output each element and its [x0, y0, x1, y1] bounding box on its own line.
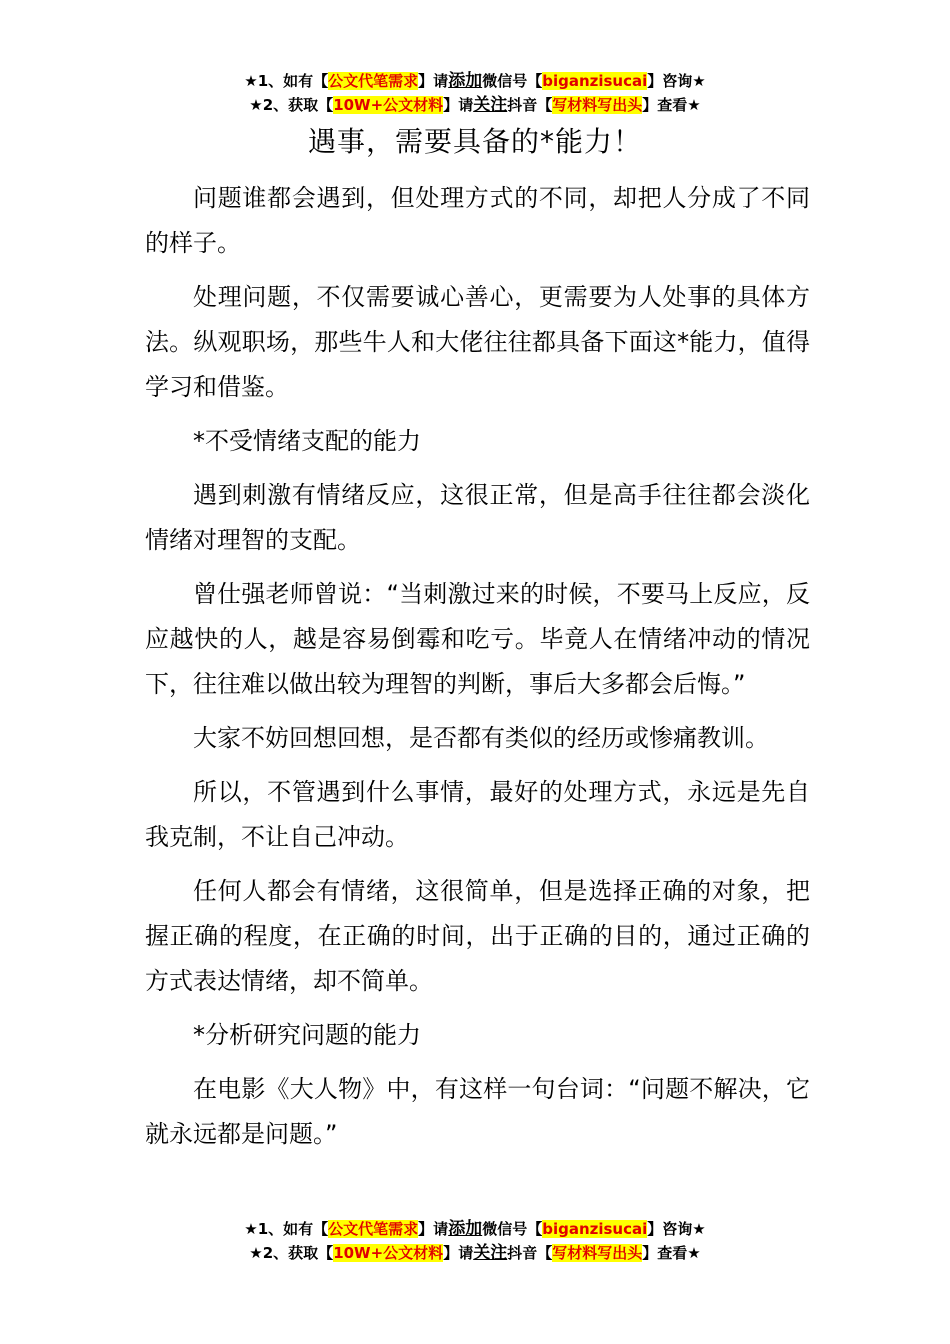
paragraph: 处理问题，不仅需要诚心善心，更需要为人处事的具体方法。纵观职场，那些牛人和大佬往往都具备下面这*能力，值得学习和借鉴。 — [145, 283, 810, 401]
paragraph: 大家不妨回想回想，是否都有类似的经历或惨痛教训。 — [193, 724, 769, 752]
paragraph: 问题谁都会遇到，但处理方式的不同，却把人分成了不同的样子。 — [145, 184, 810, 257]
banner-line-1: ★1、如有【公文代笔需求】请添加微信号【biganzisucai】咨询★ — [244, 1219, 706, 1239]
highlight-materials: 10W+公文材料 — [333, 96, 444, 114]
highlight-wechat-id: biganzisucai — [542, 72, 648, 90]
banner-line-2: ★2、获取【10W+公文材料】请关注抖音【写材料写出头】查看★ — [249, 1243, 701, 1263]
paragraph: 曾仕强老师曾说：“当刺激过来的时候，不要马上反应，反应越快的人，越是容易倒霉和吃亏。毕竟人在情绪冲动的情况下，往往难以做出较为理智的判断，事后大多都会后悔。” — [145, 580, 810, 698]
paragraph: 遇到刺激有情绪反应，这很正常，但是高手往往都会淡化情绪对理智的支配。 — [145, 481, 810, 554]
banner-line-1: ★1、如有【公文代笔需求】请添加微信号【biganzisucai】咨询★ — [244, 71, 706, 91]
paragraph: 所以，不管遇到什么事情，最好的处理方式，永远是先自我克制，不让自己冲动。 — [145, 778, 810, 851]
document-body — [145, 176, 810, 1166]
highlight-service: 公文代笔需求 — [328, 1220, 419, 1238]
section-heading: *不受情绪支配的能力 — [193, 427, 421, 455]
highlight-wechat-id: biganzisucai — [542, 1220, 648, 1238]
highlight-service: 公文代笔需求 — [328, 72, 419, 90]
highlight-materials: 10W+公文材料 — [333, 1244, 444, 1262]
document-title: 遇事，需要具备的*能力！ — [307, 125, 642, 158]
header-banner — [0, 69, 950, 117]
banner-line-2: ★2、获取【10W+公文材料】请关注抖音【写材料写出头】查看★ — [249, 95, 701, 115]
paragraph: 任何人都会有情绪，这很简单，但是选择正确的对象，把握正确的程度，在正确的时间，出于正确的目的，通过正确的方式表达情绪，却不简单。 — [145, 877, 810, 995]
section-heading: *分析研究问题的能力 — [193, 1021, 421, 1049]
paragraph: 在电影《大人物》中，有这样一句台词：“问题不解决，它就永远都是问题。” — [145, 1075, 810, 1148]
highlight-douyin: 写材料写出头 — [552, 1244, 643, 1262]
highlight-douyin: 写材料写出头 — [552, 96, 643, 114]
footer-banner — [0, 1217, 950, 1265]
